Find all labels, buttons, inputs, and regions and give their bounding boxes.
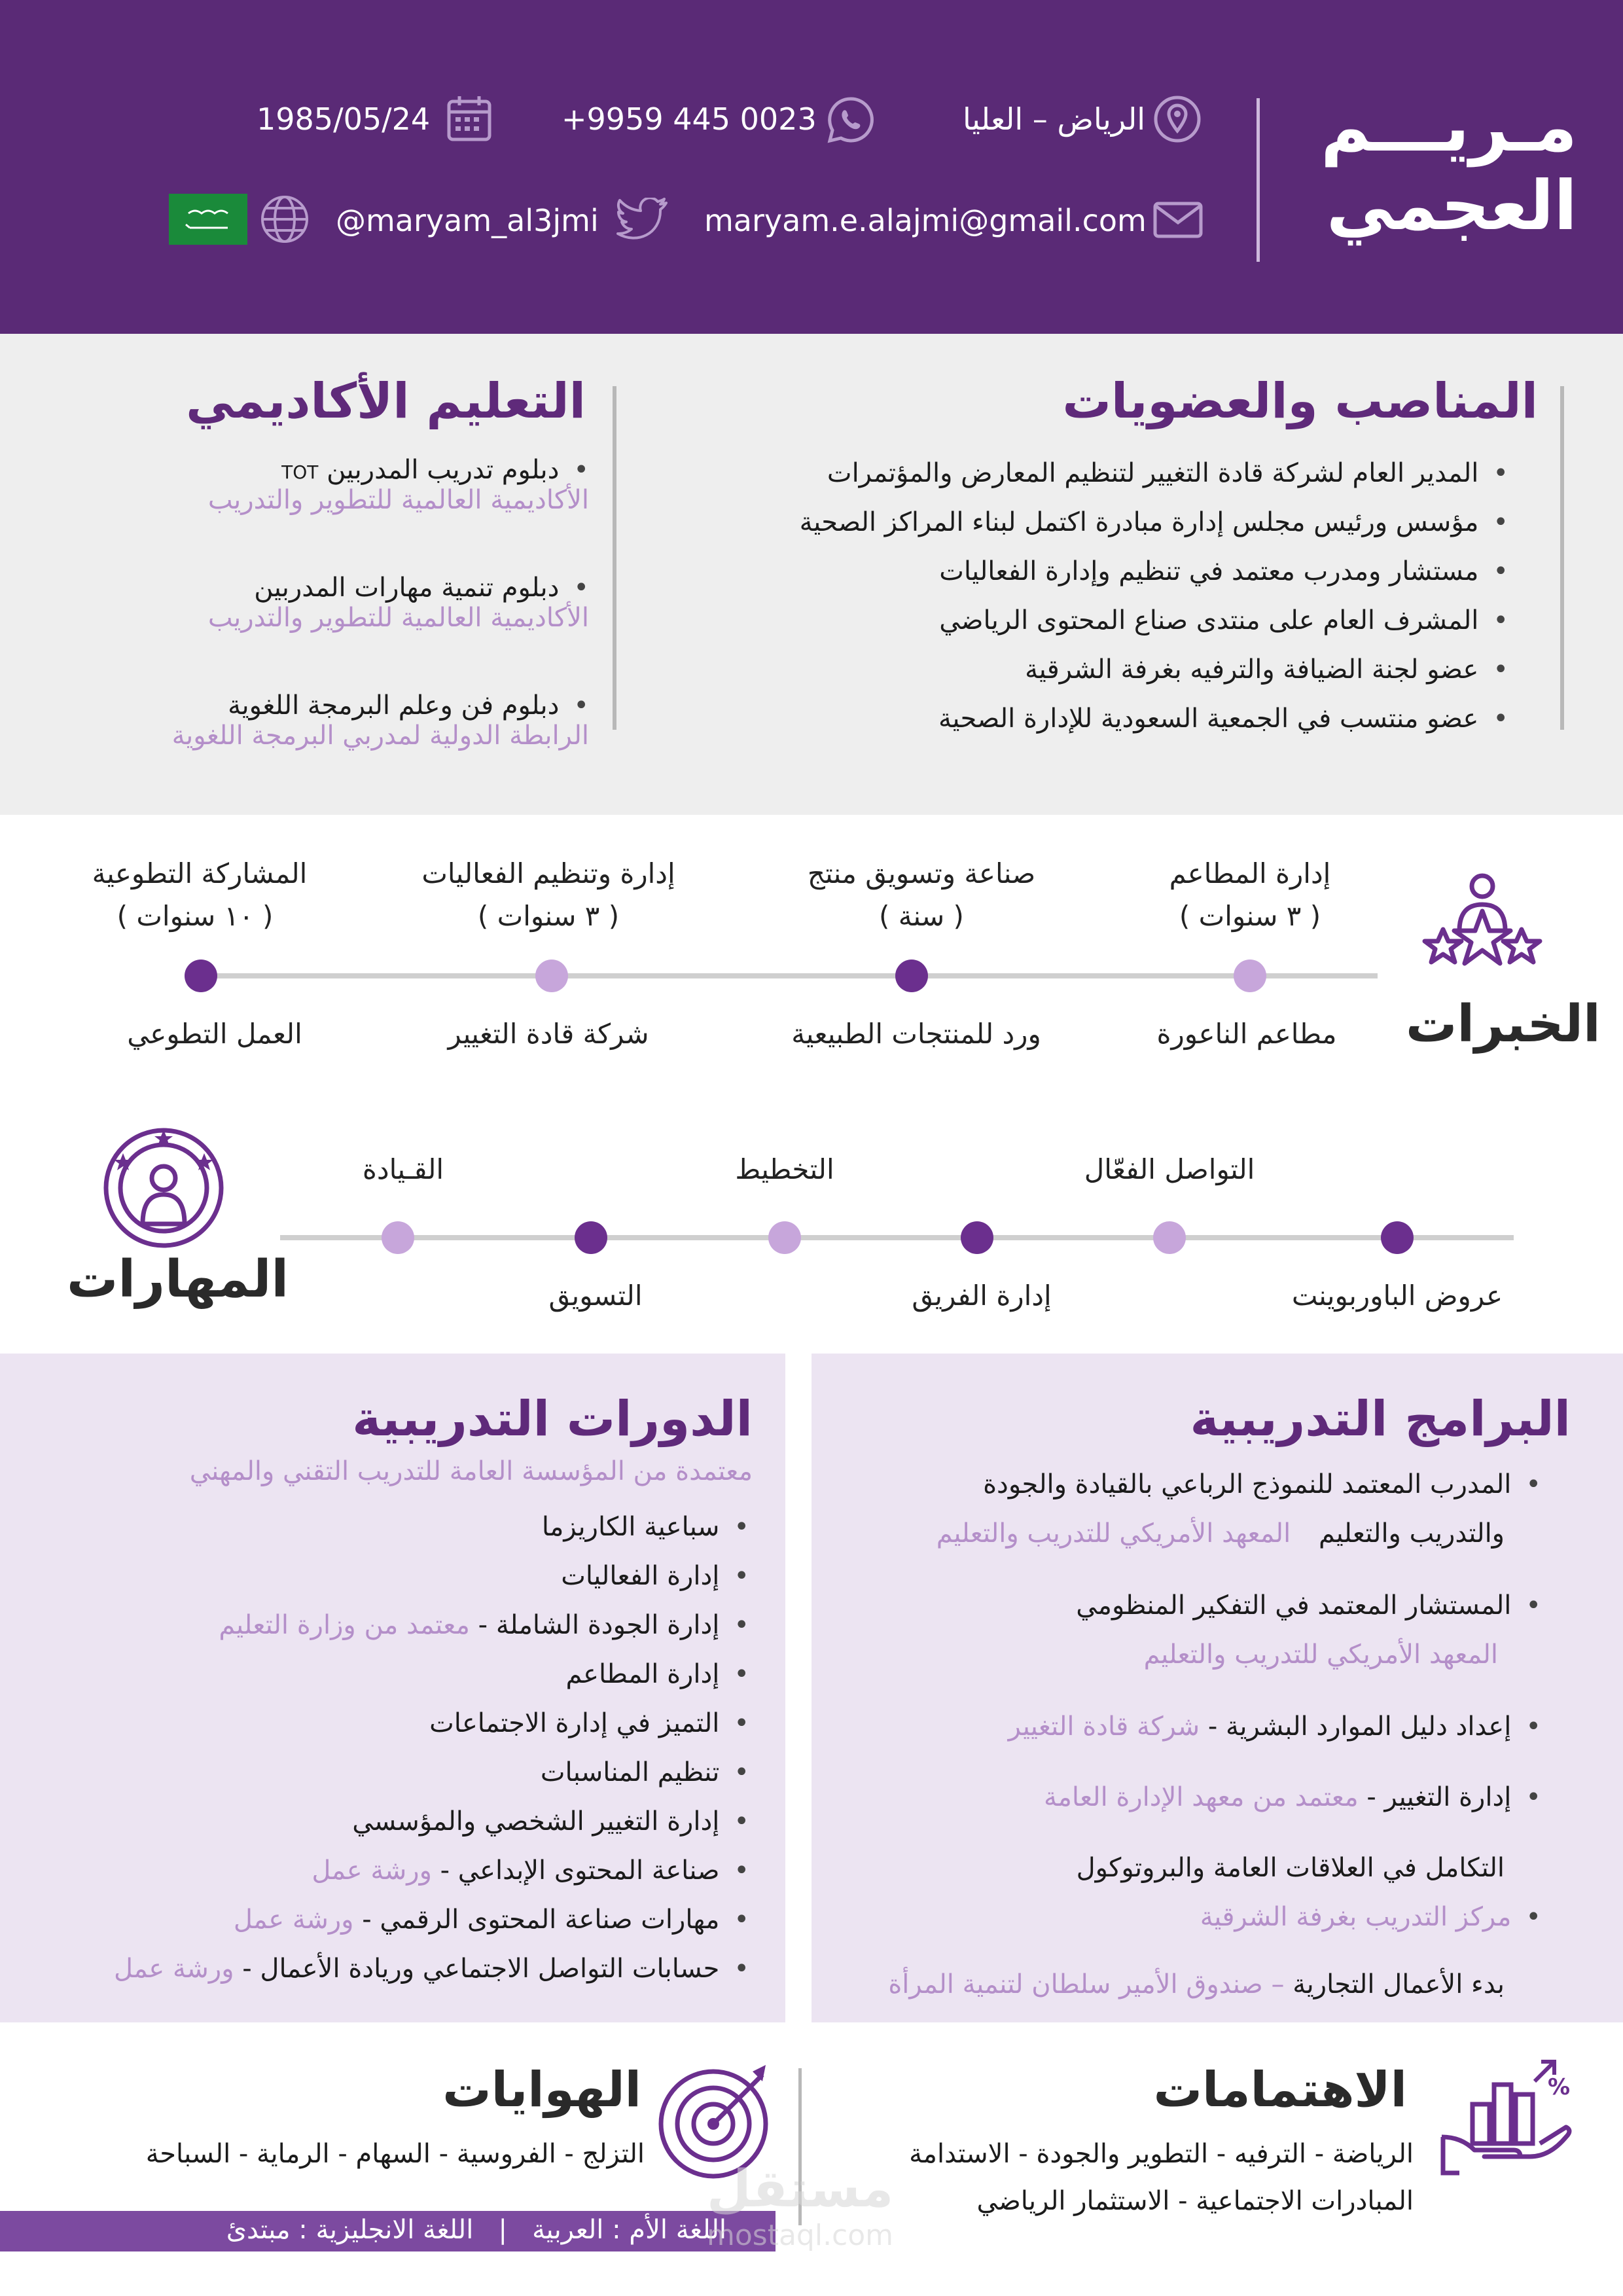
languages: اللغة الأم : العربية | اللغة الانجليزية : مبتدئ [226, 2215, 726, 2245]
experience-duration: ( سنة ) [879, 900, 964, 932]
experience-title: الخبرات [1406, 995, 1601, 1054]
education-name: • دبلوم فن وعلم البرمجة اللغوية [52, 691, 589, 721]
experience-role: إدارة وتنظيم الفعاليات [421, 857, 675, 889]
email[interactable]: maryam.e.alajmi@gmail.com [704, 203, 1147, 238]
course-item: • إدارة الجودة الشاملة - معتمد من وزارة التعليم [29, 1610, 749, 1659]
skill-label: التخطيط [735, 1153, 834, 1185]
twitter-handle[interactable]: @maryam_al3jmi [336, 203, 599, 238]
name-line1: مـريـــم [1321, 87, 1577, 167]
experience-duration: ( ٣ سنوات ) [1179, 900, 1321, 932]
program-item: التكامل في العلاقات العامة والبروتوكول • مركز التدريب بغرفة الشرقية [821, 1853, 1541, 1969]
skill-label: التسويق [548, 1280, 643, 1312]
education-org: الأكاديمية العالمية للتطوير والتدريب [207, 485, 589, 515]
phone[interactable]: +9959 445 0023 [562, 101, 817, 137]
interests-line1: الرياضة - الترفيه - التطوير والجودة - الاستدامة [909, 2139, 1414, 2169]
experience-role: المشاركة التطوعية [92, 857, 308, 889]
education-org: الأكاديمية العالمية للتطوير والتدريب [207, 603, 589, 633]
course-item: • إدارة الفعاليات [29, 1561, 749, 1610]
birthdate: 1985/05/24 [257, 101, 431, 137]
position-item: • مؤسس ورئيس مجلس إدارة مبادرة اكتمل لبناء المراكز الصحية [723, 507, 1508, 556]
course-item: • حسابات التواصل الاجتماعي وريادة الأعمال - ورشة عمل [29, 1954, 749, 2003]
experience-company: مطاعم الناعورة [1156, 1018, 1337, 1050]
position-item: • مستشار ومدرب معتمد في تنظيم وإدارة الفعاليات [723, 556, 1508, 605]
whatsapp-icon [826, 96, 874, 147]
education-name: دبلوم تدريب المدربين [327, 455, 560, 485]
course-item: • سباعية الكاريزما [29, 1512, 749, 1561]
program-item: بدء الأعمال التجارية – صندوق الأمير سلطان لتنمية المرأة [888, 1969, 1505, 2000]
experience-duration: ( ٣ سنوات ) [477, 900, 620, 932]
experience-company: العمل التطوعي [127, 1018, 302, 1050]
name-line2: العجمي [1326, 166, 1577, 245]
watermark-ar: مستقل [707, 2160, 894, 2219]
course-item: • صناعة المحتوى الإبداعي - ورشة عمل [29, 1856, 749, 1905]
interests-icon [1436, 2058, 1574, 2185]
calendar-icon [446, 95, 492, 145]
email-icon [1153, 202, 1203, 241]
skills-title: المهارات [67, 1250, 289, 1309]
experience-role: إدارة المطاعم [1169, 857, 1331, 889]
courses-title: الدورات التدريبية [352, 1391, 753, 1447]
experience-dot [895, 960, 928, 992]
course-item: • إدارة المطاعم [29, 1659, 749, 1708]
location-pin-icon [1153, 95, 1202, 146]
skill-dot [382, 1221, 414, 1254]
interests-title: الاهتمامات [1153, 2062, 1407, 2118]
skill-label: التواصل الفعّال [1084, 1153, 1255, 1185]
globe-icon [259, 194, 310, 247]
course-item: • مهارات صناعة المحتوى الرقمي - ورشة عمل [29, 1905, 749, 1954]
program-item: • المستشار المعتمد في التفكير المنظومي المعهد الأمريكي للتدريب والتعليم [821, 1590, 1541, 1712]
twitter-icon [616, 198, 669, 243]
courses-subtitle: معتمدة من المؤسسة العامة للتدريب التقني والمهني [189, 1456, 753, 1486]
header-band [0, 0, 1623, 334]
position-item: • المشرف العام على منتدى صناع المحتوى الرياضي [723, 605, 1508, 655]
experience-duration: ( ١٠ سنوات ) [116, 900, 274, 932]
positions-title: المناصب والعضويات [1062, 373, 1538, 429]
skill-dot [1153, 1221, 1186, 1254]
position-item: • عضو منتسب في الجمعية السعودية للإدارة الصحية [723, 704, 1508, 753]
course-item: • تنظيم المناسبات [29, 1757, 749, 1806]
svg-text:%: % [1548, 2074, 1571, 2100]
hobbies-line1: التزلج - الفروسية - السهام - الرماية - السباحة [145, 2139, 645, 2169]
skills-timeline-line [280, 1235, 1514, 1240]
experience-role: صناعة وتسويق منتج [807, 857, 1036, 889]
education-title: التعليم الأكاديمي [186, 373, 586, 429]
positions-vline [1560, 386, 1564, 730]
experience-company: شركة قادة التغيير [448, 1018, 649, 1050]
programs-list [821, 1469, 1541, 2022]
education-tag: TOT [281, 461, 319, 483]
education-item [52, 691, 589, 808]
education-name: • دبلوم تنمية مهارات المدربين [52, 573, 589, 603]
skill-dot [1381, 1221, 1414, 1254]
program-item: • المدرب المعتمد للنموذج الرباعي بالقيادة والجودة والتدريب والتعليم المعهد الأمريكي للتدريب والتعليم [821, 1469, 1541, 1590]
course-item: • التميز في إدارة الاجتماعات [29, 1708, 749, 1757]
languages-bar [0, 2211, 776, 2251]
saudi-flag [169, 194, 247, 245]
education-list [52, 455, 589, 808]
course-item: • إدارة التغيير الشخصي والمؤسسي [29, 1806, 749, 1856]
experience-dot [185, 960, 217, 992]
position-item: • عضو لجنة الضيافة والترفيه بغرفة الشرقية [723, 655, 1508, 704]
skill-dot [768, 1221, 801, 1254]
education-org: الرابطة الدولية لمدربي البرمجة اللغوية [171, 721, 589, 751]
program-item: • إدارة التغيير - معتمد من معهد الإدارة العامة [821, 1782, 1541, 1853]
experience-dot [1234, 960, 1266, 992]
location: الرياض – العليا [963, 101, 1145, 137]
education-vline [613, 386, 616, 730]
experience-company: ورد للمنتجات الطبيعية [791, 1018, 1041, 1050]
courses-list [29, 1512, 749, 2003]
education-item [52, 455, 589, 573]
positions-list [723, 458, 1508, 753]
hobbies-title: الهوايات [442, 2062, 641, 2118]
interests-line2: المبادرات الاجتماعية - الاستثمار الرياضي [976, 2186, 1414, 2216]
watermark-en: mostaql.com [707, 2219, 894, 2252]
skill-dot [575, 1221, 607, 1254]
program-item: • إعداد دليل الموارد البشرية - شركة قادة التغيير [821, 1712, 1541, 1782]
experience-dot [535, 960, 568, 992]
experience-icon [1420, 870, 1544, 991]
experience-timeline-line [187, 973, 1378, 978]
position-item: • المدير العام لشركة قادة التغيير لتنظيم المعارض والمؤتمرات [723, 458, 1508, 507]
header-divider [1257, 98, 1260, 262]
programs-title: البرامج التدريبية [1190, 1391, 1571, 1447]
education-item [52, 573, 589, 691]
skill-label: القـيادة [362, 1153, 444, 1185]
skill-label: عروض الباوربوينت [1291, 1280, 1503, 1312]
skill-label: إدارة الفريق [912, 1280, 1052, 1312]
skills-icon [98, 1126, 229, 1253]
skill-dot [961, 1221, 993, 1254]
